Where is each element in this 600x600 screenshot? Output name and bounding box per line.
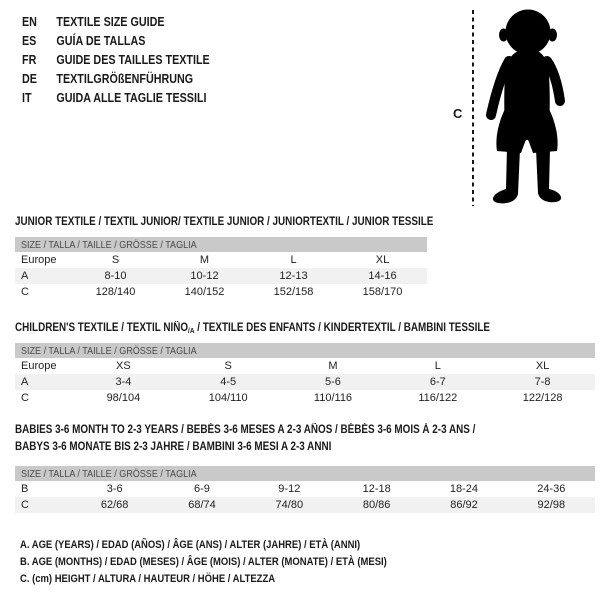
column-header: XL [535, 360, 550, 372]
lang-row-it [22, 88, 210, 107]
table-row [15, 497, 595, 513]
row-label: B [21, 483, 29, 495]
cell-value: 80/86 [362, 499, 391, 511]
childrens-columns-row [15, 358, 595, 374]
lang-row-de [22, 69, 210, 88]
cell-value: 74/80 [275, 499, 304, 511]
babies-section-title-line2: BABYS 3-6 MONATE BIS 2-3 JAHRE / BAMBINI 3-6 MESI A 2-3 ANNI [15, 441, 332, 453]
size-header-label: SIZE / TALLA / TAILLE / GRÖSSE / TAGLIA [21, 467, 197, 480]
column-header: S [224, 360, 232, 372]
lang-row-fr [22, 50, 210, 69]
childrens-section-title [15, 322, 490, 335]
cell-value: 122/128 [522, 392, 563, 404]
column-header: L [290, 254, 297, 266]
cell-value: 7-8 [534, 376, 551, 388]
title-part: CHILDREN'S TEXTILE / TEXTIL NIÑO [15, 322, 189, 334]
lang-code: ES [22, 33, 37, 48]
table-row [15, 481, 595, 497]
row-label: A [21, 270, 29, 282]
row-label: C [21, 499, 29, 511]
lang-title: GUIDA ALLE TAGLIE TESSILI [56, 90, 207, 105]
junior-textile-section [15, 216, 434, 300]
babies-textile-section [15, 424, 595, 513]
cell-value: 110/116 [313, 392, 353, 404]
table-row [15, 390, 595, 406]
cell-value: 10-12 [190, 270, 219, 282]
childrens-textile-section [15, 322, 595, 406]
cell-value: 116/122 [418, 392, 458, 404]
footnotes [20, 536, 447, 588]
cell-value: 152/158 [273, 286, 314, 298]
size-header-label: SIZE / TALLA / TAILLE / GRÖSSE / TAGLIA [21, 238, 197, 251]
column-header: XS [116, 360, 131, 372]
footnote-a: A. AGE (YEARS) / EDAD (AÑOS) / ÂGE (ANS) / ALTER (JAHRE) / ETÀ (ANNI) [20, 538, 361, 551]
column-header: M [328, 360, 338, 372]
cell-value: 12-13 [279, 270, 308, 282]
table-row [15, 374, 595, 390]
cell-value: 104/110 [208, 392, 248, 404]
cell-value: 3-4 [115, 376, 132, 388]
cell-value: 92/98 [537, 499, 566, 511]
junior-section-title: JUNIOR TEXTILE / TEXTIL JUNIOR/ TEXTILE JUNIOR / JUNIORTEXTIL / JUNIOR TESSILE [15, 216, 434, 228]
row-label: C [21, 286, 29, 298]
lang-row-es [22, 31, 210, 50]
cell-value: 6-7 [429, 376, 446, 388]
lang-title: TEXTILGRÖßENFÜHRUNG [56, 71, 194, 86]
cell-value: 68/74 [188, 499, 216, 511]
language-header [22, 12, 240, 107]
cell-value: 98/104 [106, 392, 141, 404]
lang-title: GUIDE DES TAILLES TEXTILE [56, 52, 210, 67]
cell-value: 14-16 [368, 270, 397, 282]
junior-columns-row [15, 252, 427, 268]
size-header-label: SIZE / TALLA / TAILLE / GRÖSSE / TAGLIA [21, 344, 197, 357]
footnote-c: C. (cm) HEIGHT / ALTURA / HAUTEUR / HÖHE / ALTEZZA [20, 573, 276, 586]
height-measure-label: C [453, 106, 463, 121]
toddler-silhouette-icon [483, 9, 571, 205]
lang-code: DE [22, 71, 37, 86]
table-row [15, 268, 427, 284]
row-label: A [21, 376, 29, 388]
column-header: S [111, 254, 120, 266]
cell-value: 24-36 [537, 483, 566, 495]
title-subscript: /A [188, 326, 195, 335]
lang-title: TEXTILE SIZE GUIDE [56, 14, 165, 29]
row-label: C [21, 392, 29, 404]
column-header: L [434, 360, 441, 372]
table-row [15, 284, 427, 300]
cell-value: 4-5 [220, 376, 237, 388]
lang-code: IT [22, 90, 32, 105]
lang-code: FR [22, 52, 37, 67]
lang-code: EN [22, 14, 37, 29]
column-header: M [199, 254, 210, 266]
column-header: XL [375, 254, 390, 266]
lang-row-en [22, 12, 210, 31]
babies-section-title-line1: BABIES 3-6 MONTH TO 2-3 YEARS / BEBÉS 3-6 MESES A 2-3 AÑOS / BÉBÉS 3-6 MOIS À 2-3 ANS / [15, 424, 476, 436]
cell-value: 18-24 [449, 483, 479, 495]
cell-value: 86/92 [450, 499, 478, 511]
junior-size-header-bar [15, 237, 427, 252]
cell-value: 158/170 [362, 286, 403, 298]
cell-value: 12-18 [362, 483, 391, 495]
cell-value: 5-6 [325, 376, 341, 388]
babies-size-header-bar [15, 466, 595, 481]
cell-value: 8-10 [104, 270, 127, 282]
lang-title: GUÍA DE TALLAS [56, 33, 146, 48]
cell-value: 3-6 [106, 483, 123, 495]
cell-value: 6-9 [194, 483, 210, 495]
title-part: / TEXTILE DES ENFANTS / KINDERTEXTIL / BAMBINI TESSILE [194, 322, 490, 334]
region-label: Europe [21, 254, 57, 266]
cell-value: 9-12 [278, 483, 301, 495]
cell-value: 128/140 [95, 286, 136, 298]
cell-value: 140/152 [184, 286, 225, 298]
footnote-b: B. AGE (MONTHS) / EDAD (MESES) / ÂGE (MOIS) / ALTER (MONATE) / ETÀ (MESI) [20, 555, 387, 568]
childrens-size-header-bar [15, 343, 595, 358]
region-label: Europe [21, 360, 57, 372]
height-measure-dashed-line [472, 10, 474, 206]
cell-value: 62/68 [100, 499, 129, 511]
